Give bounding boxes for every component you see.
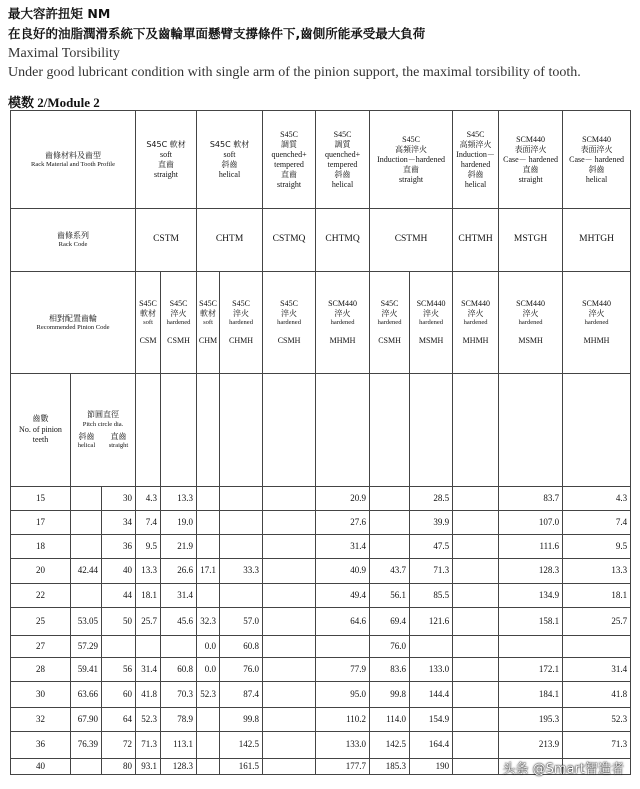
torque-cell bbox=[197, 535, 220, 559]
torque-cell bbox=[197, 759, 220, 775]
torque-cell: 7.4 bbox=[563, 511, 631, 535]
pitch-cell: 57.29 bbox=[71, 636, 102, 658]
pinion-3: S45C 淬火 hardened CHMH bbox=[220, 272, 263, 374]
pitch-cell: 30 bbox=[102, 487, 136, 511]
torque-cell: 83.7 bbox=[499, 487, 563, 511]
torque-cell: 52.3 bbox=[136, 708, 161, 732]
torque-cell: 13.3 bbox=[161, 487, 197, 511]
torque-cell: 93.1 bbox=[136, 759, 161, 775]
pinion-0: S45C 軟材 soft CSM bbox=[136, 272, 161, 374]
torque-cell: 142.5 bbox=[220, 732, 263, 759]
teeth-cell: 18 bbox=[11, 535, 71, 559]
torque-cell: 27.6 bbox=[316, 511, 370, 535]
torque-cell: 31.4 bbox=[161, 584, 197, 608]
teeth-cell: 28 bbox=[11, 658, 71, 682]
torque-cell bbox=[370, 535, 410, 559]
pinion-6: S45C 淬火 hardened CSMH bbox=[370, 272, 410, 374]
torque-cell bbox=[263, 535, 316, 559]
torque-cell: 213.9 bbox=[499, 732, 563, 759]
torque-cell: 111.6 bbox=[499, 535, 563, 559]
torque-cell bbox=[263, 511, 316, 535]
torque-cell: 52.3 bbox=[563, 708, 631, 732]
torque-cell: 128.3 bbox=[161, 759, 197, 775]
torque-cell bbox=[263, 608, 316, 636]
torque-cell: 71.3 bbox=[563, 732, 631, 759]
torque-cell: 99.8 bbox=[370, 682, 410, 708]
pinion-7: SCM440 淬火 hardened MSMH bbox=[410, 272, 453, 374]
teeth-cell: 32 bbox=[11, 708, 71, 732]
torque-cell: 13.3 bbox=[563, 559, 631, 584]
torque-cell bbox=[263, 658, 316, 682]
pitch-cell: 50 bbox=[102, 608, 136, 636]
torque-cell bbox=[499, 636, 563, 658]
torque-cell: 31.4 bbox=[136, 658, 161, 682]
torque-cell: 25.7 bbox=[136, 608, 161, 636]
torque-cell bbox=[316, 636, 370, 658]
rack-material-label: 齒條材料及齒型 Rack Material and Tooth Profile bbox=[11, 111, 136, 209]
pinion-row bbox=[11, 272, 631, 374]
pinion-5: SCM440 淬火 hardened MHMH bbox=[316, 272, 370, 374]
torque-cell bbox=[161, 636, 197, 658]
torque-cell: 185.3 bbox=[370, 759, 410, 775]
teeth-cell: 17 bbox=[11, 511, 71, 535]
torque-cell bbox=[263, 759, 316, 775]
torque-cell bbox=[263, 732, 316, 759]
torque-cell: 31.4 bbox=[316, 535, 370, 559]
torque-cell: 7.4 bbox=[136, 511, 161, 535]
torque-cell: 110.2 bbox=[316, 708, 370, 732]
torque-cell: 49.4 bbox=[316, 584, 370, 608]
table-row bbox=[11, 732, 631, 759]
torque-cell: 77.9 bbox=[316, 658, 370, 682]
torque-cell: 60.8 bbox=[220, 636, 263, 658]
pitch-cell: 60 bbox=[102, 682, 136, 708]
torque-cell: 4.3 bbox=[563, 487, 631, 511]
table-row bbox=[11, 511, 631, 535]
torque-cell: 69.4 bbox=[370, 608, 410, 636]
torque-cell: 161.5 bbox=[220, 759, 263, 775]
table-row bbox=[11, 636, 631, 658]
torque-cell: 40.9 bbox=[316, 559, 370, 584]
torque-cell: 20.9 bbox=[316, 487, 370, 511]
table-row bbox=[11, 608, 631, 636]
torque-cell: 195.3 bbox=[499, 708, 563, 732]
pitch-cell: 40 bbox=[102, 559, 136, 584]
rack-3-material: S45C 調質 quenched+ tempered 斜齒 helical bbox=[316, 111, 370, 209]
pitch-cell: 44 bbox=[102, 584, 136, 608]
watermark: 头条 @Smart智造者 bbox=[502, 762, 624, 777]
torque-cell bbox=[263, 584, 316, 608]
subtitle-zh: 在良好的油脂潤滑系統下及齒輪單面懸臂支撐條件下,齒側所能承受最大負荷 bbox=[8, 26, 426, 41]
torque-cell: 43.7 bbox=[370, 559, 410, 584]
torque-cell: 0.0 bbox=[197, 658, 220, 682]
pitch-cell: 59.41 bbox=[71, 658, 102, 682]
pitch-cell bbox=[71, 487, 102, 511]
rack-code-row bbox=[11, 209, 631, 272]
pitch-cell: 67.90 bbox=[71, 708, 102, 732]
torque-cell bbox=[563, 636, 631, 658]
torque-cell bbox=[197, 511, 220, 535]
torque-cell: 87.4 bbox=[220, 682, 263, 708]
torque-cell: 41.8 bbox=[563, 682, 631, 708]
torque-cell: 78.9 bbox=[161, 708, 197, 732]
torque-cell bbox=[453, 487, 499, 511]
title-zh: 最大容許扭矩 NM bbox=[8, 6, 111, 21]
torque-cell: 45.6 bbox=[161, 608, 197, 636]
torque-cell bbox=[220, 487, 263, 511]
rack-1-material: S45C 軟材 soft 斜齒 helical bbox=[197, 111, 263, 209]
teeth-cell: 22 bbox=[11, 584, 71, 608]
torque-cell: 71.3 bbox=[136, 732, 161, 759]
pitch-cell: 42.44 bbox=[71, 559, 102, 584]
torque-cell bbox=[136, 636, 161, 658]
teeth-cell: 20 bbox=[11, 559, 71, 584]
torque-cell: 114.0 bbox=[370, 708, 410, 732]
torque-cell: 99.8 bbox=[220, 708, 263, 732]
torque-cell: 32.3 bbox=[197, 608, 220, 636]
torque-cell: 41.8 bbox=[136, 682, 161, 708]
title-en: Maximal Torsibility bbox=[8, 46, 120, 61]
torque-cell: 9.5 bbox=[563, 535, 631, 559]
torque-cell bbox=[197, 708, 220, 732]
rack-code-label: 齒條系列 Rack Code bbox=[11, 209, 136, 272]
torque-cell: 71.3 bbox=[410, 559, 453, 584]
torque-cell bbox=[453, 559, 499, 584]
table-row bbox=[11, 584, 631, 608]
torque-cell bbox=[453, 682, 499, 708]
rack-code-0: CSTM bbox=[136, 209, 197, 272]
rack-code-4: CSTMH bbox=[370, 209, 453, 272]
torque-cell bbox=[453, 535, 499, 559]
torque-cell bbox=[263, 487, 316, 511]
torque-cell bbox=[263, 636, 316, 658]
torque-cell bbox=[370, 487, 410, 511]
table-row bbox=[11, 708, 631, 732]
pitch-cell: 53.05 bbox=[71, 608, 102, 636]
torque-cell: 18.1 bbox=[563, 584, 631, 608]
torque-cell bbox=[453, 511, 499, 535]
module-label: 模数 2/Module 2 bbox=[8, 95, 100, 110]
torque-cell: 33.3 bbox=[220, 559, 263, 584]
teeth-cell: 15 bbox=[11, 487, 71, 511]
torque-cell: 142.5 bbox=[370, 732, 410, 759]
torque-cell: 56.1 bbox=[370, 584, 410, 608]
rack-code-7: MHTGH bbox=[563, 209, 631, 272]
torque-cell: 144.4 bbox=[410, 682, 453, 708]
torque-cell bbox=[220, 535, 263, 559]
pitch-cell: 63.66 bbox=[71, 682, 102, 708]
pinion-label: 相對配置齒輪 Recommended Pinion Code bbox=[11, 272, 136, 374]
pinion-2: S45C 軟材 soft CHM bbox=[197, 272, 220, 374]
torque-cell bbox=[453, 658, 499, 682]
torque-cell: 4.3 bbox=[136, 487, 161, 511]
torque-cell: 113.1 bbox=[161, 732, 197, 759]
torque-cell: 133.0 bbox=[316, 732, 370, 759]
torque-table bbox=[10, 110, 631, 775]
pinion-4: S45C 淬火 hardened CSMH bbox=[263, 272, 316, 374]
torque-cell: 128.3 bbox=[499, 559, 563, 584]
torque-cell: 172.1 bbox=[499, 658, 563, 682]
torque-cell: 18.1 bbox=[136, 584, 161, 608]
rack-material-row bbox=[11, 111, 631, 209]
teeth-cell: 40 bbox=[11, 759, 71, 775]
torque-cell: 39.9 bbox=[410, 511, 453, 535]
torque-cell: 70.3 bbox=[161, 682, 197, 708]
torque-cell: 25.7 bbox=[563, 608, 631, 636]
torque-cell bbox=[370, 511, 410, 535]
rack-0-material: S45C 軟材 soft 直齒 straight bbox=[136, 111, 197, 209]
torque-cell: 26.6 bbox=[161, 559, 197, 584]
torque-cell bbox=[453, 708, 499, 732]
pitch-cell bbox=[71, 759, 102, 775]
torque-cell: 52.3 bbox=[197, 682, 220, 708]
torque-cell: 9.5 bbox=[136, 535, 161, 559]
table-row bbox=[11, 682, 631, 708]
torque-cell: 47.5 bbox=[410, 535, 453, 559]
torque-cell: 158.1 bbox=[499, 608, 563, 636]
torque-cell: 85.5 bbox=[410, 584, 453, 608]
data-rows bbox=[11, 487, 631, 775]
table-row bbox=[11, 535, 631, 559]
rack-code-6: MSTGH bbox=[499, 209, 563, 272]
torque-cell bbox=[197, 584, 220, 608]
subtitle-en: Under good lubricant condition with single arm of the pinion support, the maximal torsibility of tooth. bbox=[8, 65, 581, 80]
pitch-cell: 56 bbox=[102, 658, 136, 682]
pitch-cell: 64 bbox=[102, 708, 136, 732]
torque-cell: 83.6 bbox=[370, 658, 410, 682]
torque-cell: 107.0 bbox=[499, 511, 563, 535]
torque-cell bbox=[453, 584, 499, 608]
pitch-cell: 72 bbox=[102, 732, 136, 759]
pitch-cell: 76.39 bbox=[71, 732, 102, 759]
pitch-cell bbox=[102, 636, 136, 658]
torque-cell: 76.0 bbox=[370, 636, 410, 658]
pinion-1: S45C 淬火 hardened CSMH bbox=[161, 272, 197, 374]
torque-cell: 95.0 bbox=[316, 682, 370, 708]
teeth-cell: 36 bbox=[11, 732, 71, 759]
torque-cell: 154.9 bbox=[410, 708, 453, 732]
torque-cell: 21.9 bbox=[161, 535, 197, 559]
pitch-cell bbox=[71, 535, 102, 559]
teeth-cell: 27 bbox=[11, 636, 71, 658]
torque-cell bbox=[453, 759, 499, 775]
rack-5-material: S45C 高頻淬火 Induction－ hardened 斜齒 helical bbox=[453, 111, 499, 209]
torque-cell: 177.7 bbox=[316, 759, 370, 775]
rack-code-3: CHTMQ bbox=[316, 209, 370, 272]
torque-cell: 121.6 bbox=[410, 608, 453, 636]
teeth-cell: 30 bbox=[11, 682, 71, 708]
rack-7-material: SCM440 表面淬火 Case－ hardened 斜齒 helical bbox=[563, 111, 631, 209]
table-row bbox=[11, 559, 631, 584]
pinion-10: SCM440 淬火 hardened MHMH bbox=[563, 272, 631, 374]
torque-cell bbox=[220, 511, 263, 535]
rack-code-2: CSTMQ bbox=[263, 209, 316, 272]
torque-cell: 64.6 bbox=[316, 608, 370, 636]
torque-cell: 28.5 bbox=[410, 487, 453, 511]
torque-cell: 19.0 bbox=[161, 511, 197, 535]
torque-cell: 0.0 bbox=[197, 636, 220, 658]
teeth-cell: 25 bbox=[11, 608, 71, 636]
torque-cell bbox=[263, 559, 316, 584]
torque-cell bbox=[453, 608, 499, 636]
pitch-cell: 36 bbox=[102, 535, 136, 559]
torque-cell: 13.3 bbox=[136, 559, 161, 584]
torque-cell bbox=[410, 636, 453, 658]
pitch-cell bbox=[71, 511, 102, 535]
table-row bbox=[11, 658, 631, 682]
rack-4-material: S45C 高頻淬火 Induction－hardened 直齒 straight bbox=[370, 111, 453, 209]
torque-cell: 190 bbox=[410, 759, 453, 775]
torque-cell bbox=[220, 584, 263, 608]
rack-code-5: CHTMH bbox=[453, 209, 499, 272]
rack-code-1: CHTM bbox=[197, 209, 263, 272]
torque-cell: 31.4 bbox=[563, 658, 631, 682]
teeth-label: 齒數 No. of pinion teeth bbox=[11, 374, 71, 487]
torque-cell bbox=[263, 708, 316, 732]
torque-cell: 184.1 bbox=[499, 682, 563, 708]
torque-cell: 134.9 bbox=[499, 584, 563, 608]
torque-cell bbox=[453, 636, 499, 658]
torque-cell bbox=[197, 732, 220, 759]
pinion-9: SCM440 淬火 hardened MSMH bbox=[499, 272, 563, 374]
torque-cell: 60.8 bbox=[161, 658, 197, 682]
torque-cell bbox=[263, 682, 316, 708]
torque-cell: 76.0 bbox=[220, 658, 263, 682]
rack-2-material: S45C 調質 quenched+ tempered 直齒 straight bbox=[263, 111, 316, 209]
torque-cell: 133.0 bbox=[410, 658, 453, 682]
pitch-cell bbox=[71, 584, 102, 608]
pinion-8: SCM440 淬火 hardened MHMH bbox=[453, 272, 499, 374]
torque-cell bbox=[453, 732, 499, 759]
pitch-cell: 34 bbox=[102, 511, 136, 535]
torque-cell: 164.4 bbox=[410, 732, 453, 759]
torque-cell bbox=[197, 487, 220, 511]
rack-6-material: SCM440 表面淬火 Case－ hardened 直齒 straight bbox=[499, 111, 563, 209]
torque-cell: 17.1 bbox=[197, 559, 220, 584]
table-row bbox=[11, 487, 631, 511]
teeth-header-row bbox=[11, 374, 631, 487]
pitch-dia-label: 節圓直徑 Pitch circle dia. 斜齒 helical 直齒 straight bbox=[71, 374, 136, 487]
torque-cell: 57.0 bbox=[220, 608, 263, 636]
pitch-cell: 80 bbox=[102, 759, 136, 775]
